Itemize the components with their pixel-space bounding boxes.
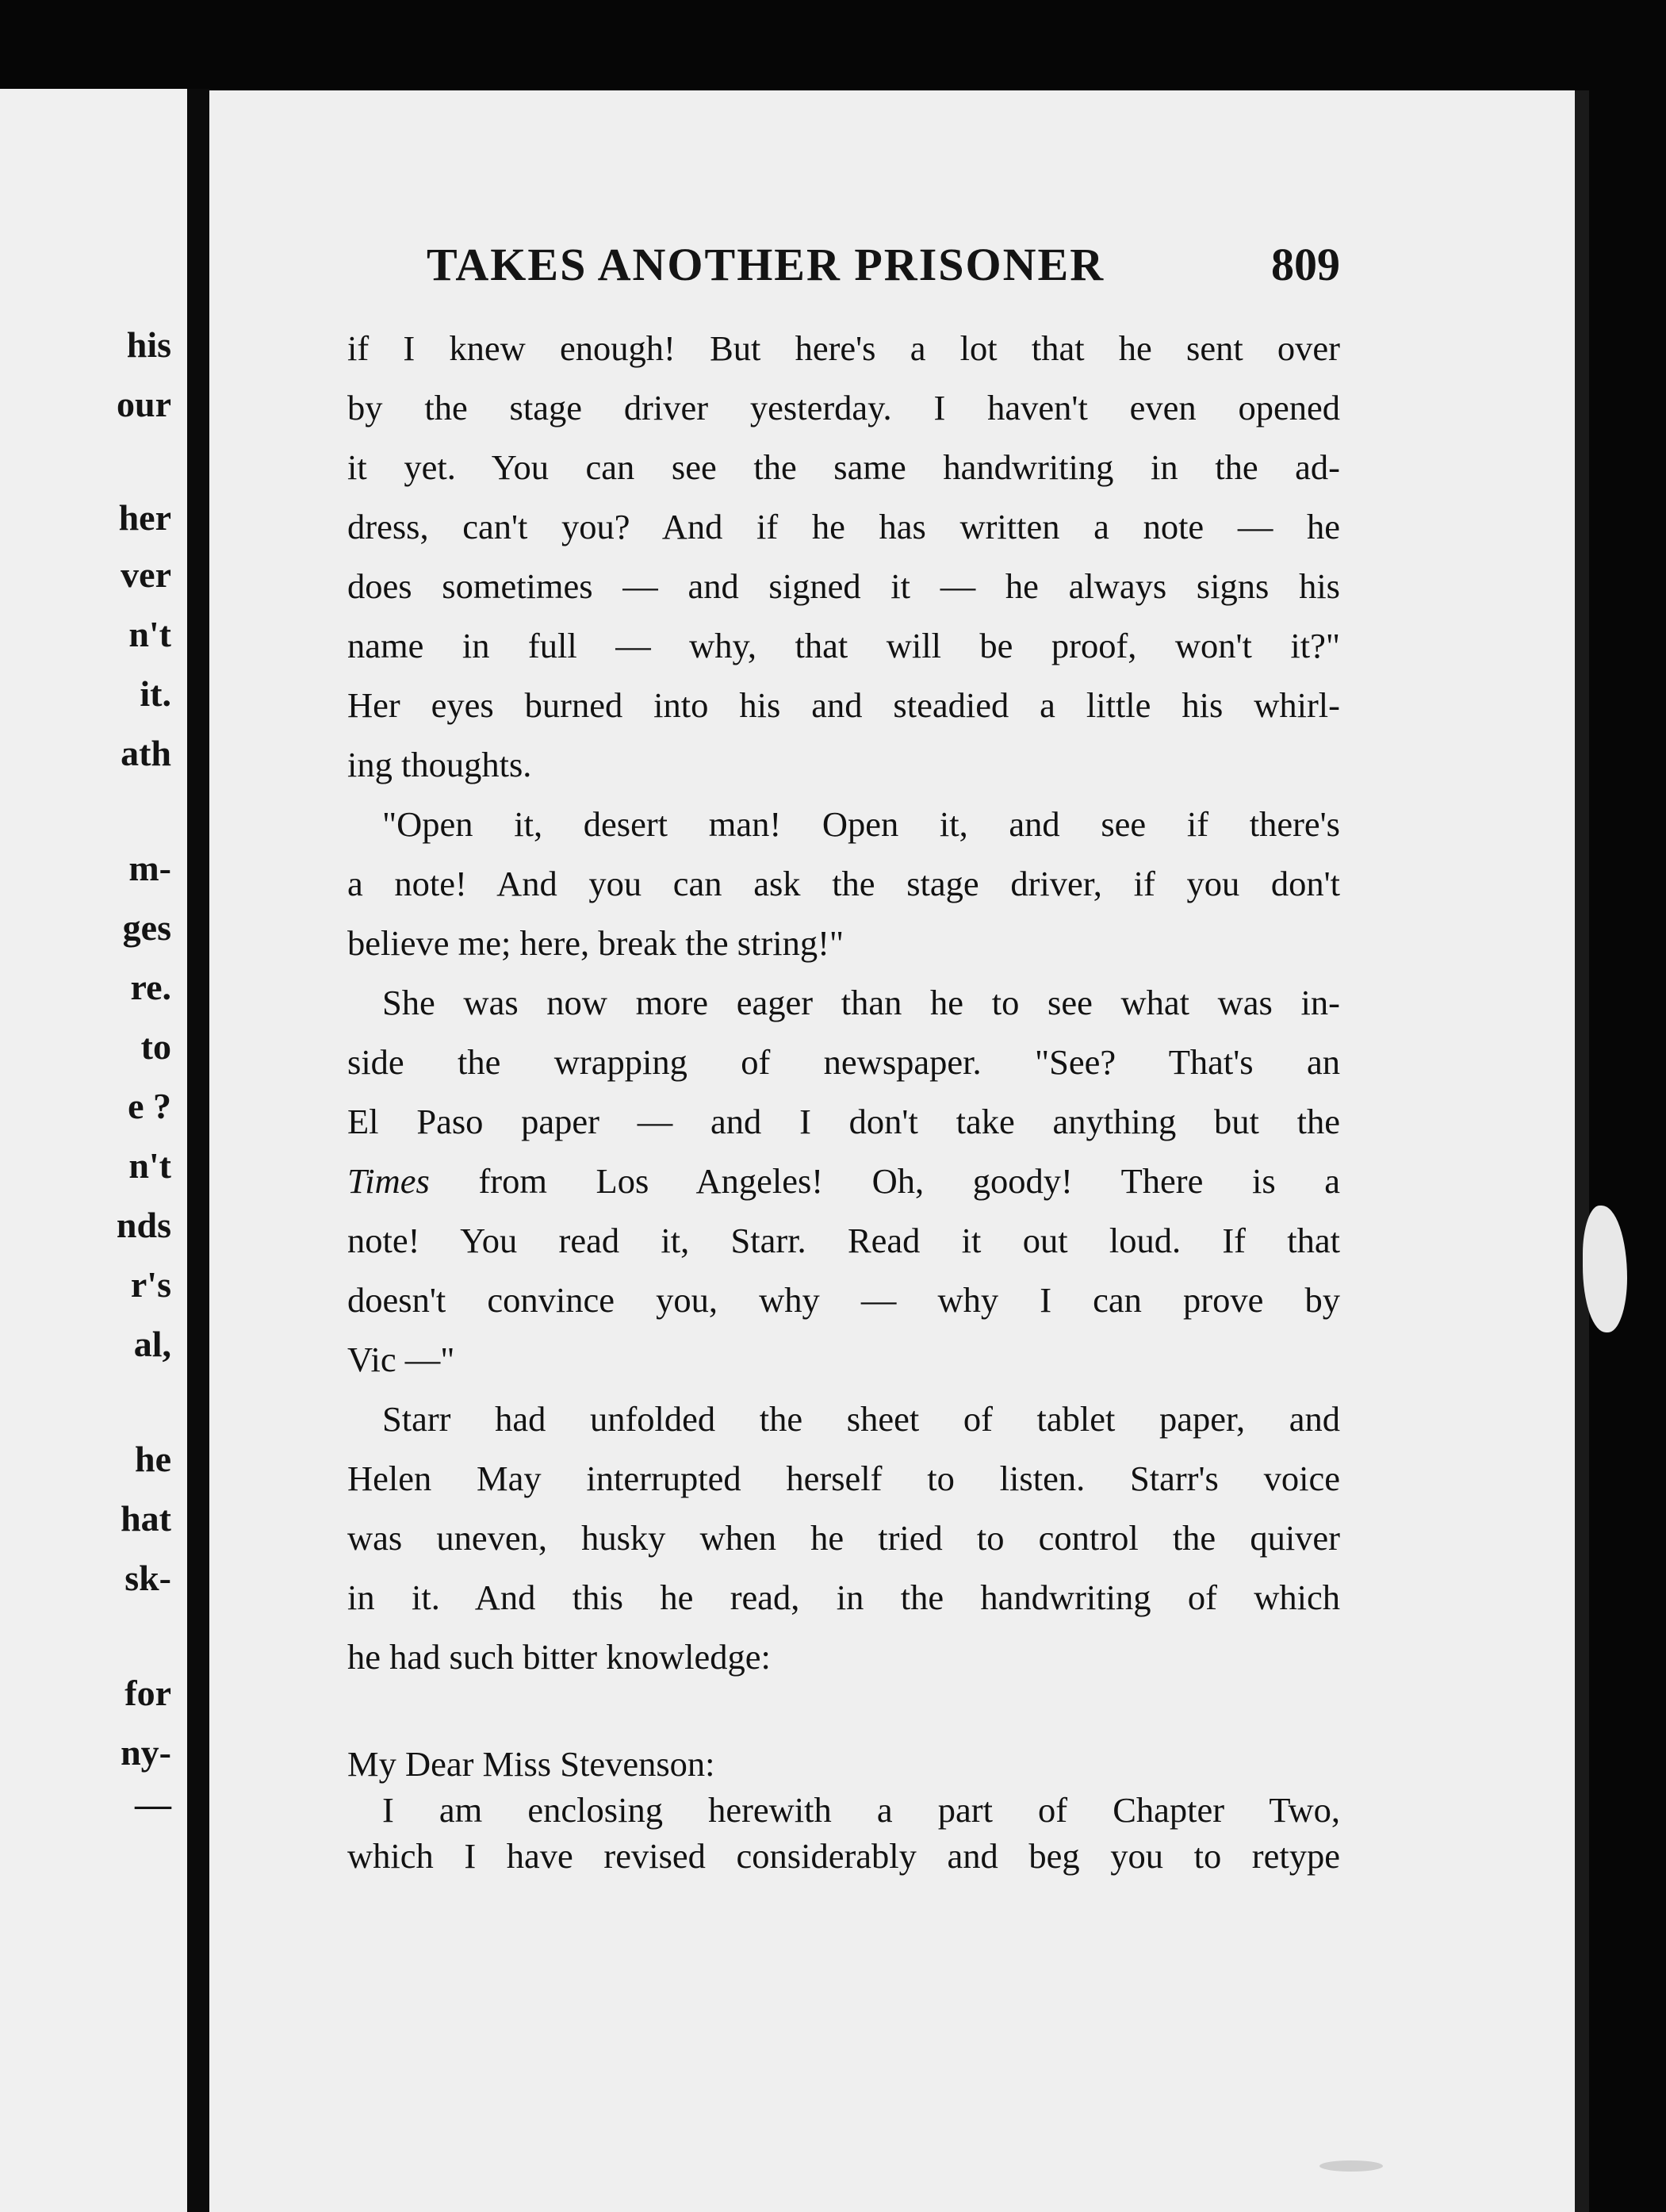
text-line: believe me; here, break the string!" <box>347 923 844 963</box>
left-page-fragment: m- <box>128 848 171 888</box>
left-page-fragment: ges <box>122 907 171 948</box>
text-line: name in full — why, that will be proof, won't it?" <box>347 626 1340 665</box>
text-line: does sometimes — and signed it — he always signs his <box>347 566 1340 606</box>
page-edge-shadow <box>1575 90 1589 2212</box>
left-page-fragment: her <box>118 497 171 538</box>
text-line: Starr had unfolded the sheet of tablet paper, and <box>382 1399 1340 1439</box>
text-line: it yet. You can see the same handwriting in the ad- <box>347 447 1340 487</box>
left-page-fragment: our <box>117 384 171 424</box>
text-line: Helen May interrupted herself to listen. Starr's voice <box>347 1459 1340 1498</box>
running-title: TAKES ANOTHER PRISONER <box>427 239 1105 290</box>
left-page-fragment: sk- <box>124 1558 171 1598</box>
left-page-fragment: n't <box>128 614 171 654</box>
left-page-fragment: ath <box>121 733 171 773</box>
text-line: side the wrapping of newspaper. "See? That's an <box>347 1042 1340 1082</box>
letter-line: I am enclosing herewith a part of Chapter Two, <box>382 1790 1340 1830</box>
letter-salutation: My Dear Miss Stevenson: <box>347 1744 715 1784</box>
text-line: ing thoughts. <box>347 745 532 784</box>
torn-page-edge <box>1583 1206 1627 1332</box>
left-page-fragment: al, <box>133 1324 171 1364</box>
left-page-fragment: his <box>126 324 171 365</box>
text-line: was uneven, husky when he tried to control the quiver <box>347 1518 1340 1558</box>
left-page-fragment: ny- <box>121 1732 171 1773</box>
text-line: note! You read it, Starr. Read it out loud. If that <box>347 1221 1340 1260</box>
italic-newspaper-title: Times <box>347 1161 430 1201</box>
left-page-edge <box>0 89 189 2212</box>
left-page-fragment: for <box>124 1673 171 1713</box>
left-page-fragment: re. <box>130 967 171 1007</box>
left-page-fragment: it. <box>140 673 171 714</box>
text-line: She was now more eager than he to see what was in- <box>382 983 1340 1022</box>
text-line: doesn't convince you, why — why I can prove by <box>347 1280 1340 1320</box>
text-line: a note! And you can ask the stage driver, if you don't <box>347 864 1340 903</box>
left-page-fragment: nds <box>116 1205 171 1245</box>
text-line <box>347 1162 1340 1201</box>
scan-smudge <box>1319 2160 1383 2172</box>
text-line-remainder: from Los Angeles! Oh, goody! There is a <box>429 1161 1340 1201</box>
left-page-fragment: hat <box>121 1498 171 1539</box>
text-line: by the stage driver yesterday. I haven't even opened <box>347 388 1340 427</box>
letter-line: which I have revised considerably and beg you to retype <box>347 1836 1340 1876</box>
left-page-fragment: n't <box>128 1145 171 1186</box>
left-page-fragment: r's <box>130 1264 171 1305</box>
text-line: "Open it, desert man! Open it, and see if there's <box>382 804 1340 844</box>
left-page-fragment: ver <box>121 554 171 595</box>
page-number: 809 <box>1271 239 1340 290</box>
text-line: in it. And this he read, in the handwriting of which <box>347 1578 1340 1617</box>
text-line: Her eyes burned into his and steadied a little his whirl- <box>347 685 1340 725</box>
text-line: Vic —" <box>347 1340 455 1379</box>
running-head <box>427 238 1340 295</box>
text-line: dress, can't you? And if he has written a note — he <box>347 507 1340 546</box>
text-line: El Paso paper — and I don't take anything but the <box>347 1102 1340 1141</box>
left-page-fragment: e ? <box>128 1086 171 1126</box>
text-line: if I knew enough! But here's a lot that he sent over <box>347 328 1340 368</box>
left-page-fragment: he <box>135 1439 171 1479</box>
book-gutter <box>187 89 211 2212</box>
left-page-fragment: — <box>135 1784 171 1824</box>
left-page-fragment: to <box>140 1026 171 1067</box>
text-line: he had such bitter knowledge: <box>347 1637 771 1677</box>
